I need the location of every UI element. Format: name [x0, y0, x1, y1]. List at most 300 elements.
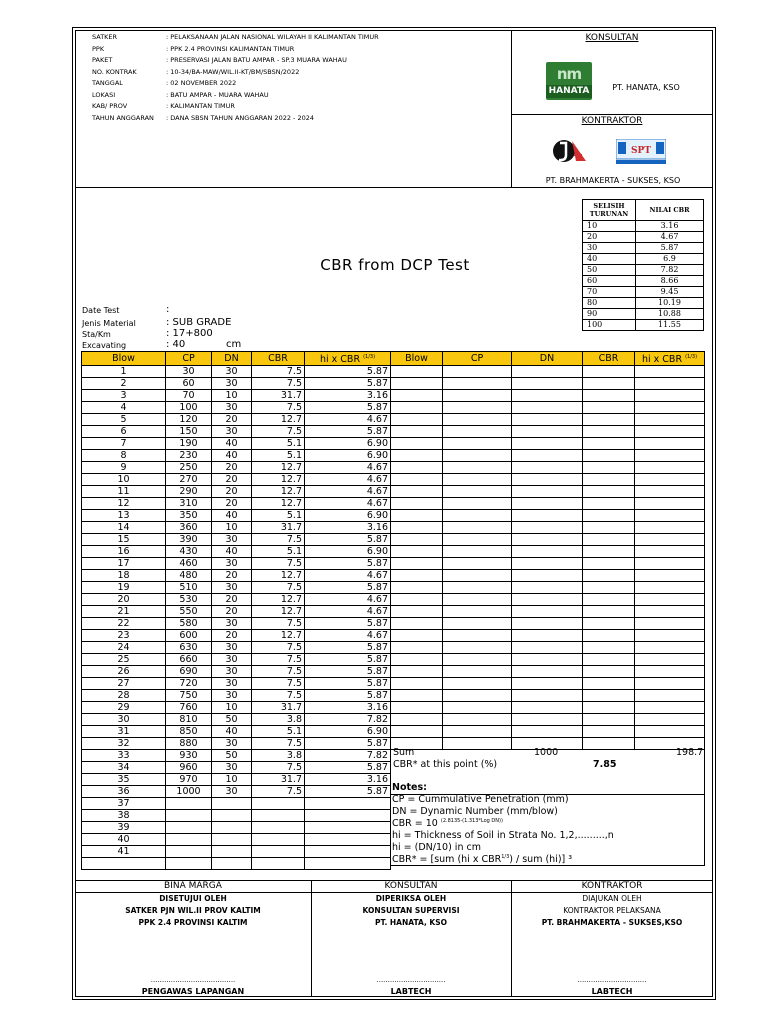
- cell-dn: 30: [212, 426, 252, 438]
- sum-cp: 1000: [534, 747, 559, 758]
- svg-text:SPT: SPT: [631, 146, 651, 156]
- cell-dn: 30: [212, 558, 252, 570]
- excavating: Excavating : 40 cm: [82, 339, 242, 350]
- cell-dn: 50: [212, 750, 252, 762]
- cell-empty: [391, 402, 443, 414]
- cell-blow: 14: [82, 522, 166, 534]
- cell-dn: [212, 810, 252, 822]
- header-cbr: CBR: [252, 352, 305, 366]
- cell-dn: [212, 834, 252, 846]
- konsultan-name: PT. HANATA, KSO: [612, 83, 680, 92]
- cell-cp: 930: [166, 750, 212, 762]
- cell-empty: [635, 474, 705, 486]
- lookup-selisih: 60: [583, 276, 636, 287]
- cell-cbr: 3.8: [252, 750, 305, 762]
- cell-blow: 31: [82, 726, 166, 738]
- cell-empty: [635, 498, 705, 510]
- cell-empty: [635, 666, 705, 678]
- cell-cp: 760: [166, 702, 212, 714]
- cell-empty: [443, 690, 512, 702]
- project-info-label: PAKET: [92, 56, 113, 64]
- cell-hi-cbr: 5.87: [305, 642, 391, 654]
- cell-empty: [443, 630, 512, 642]
- cell-hi-cbr: 5.87: [305, 618, 391, 630]
- cell-dn: 20: [212, 474, 252, 486]
- table-row: [82, 762, 391, 774]
- cell-empty: [512, 726, 583, 738]
- cell-empty: [635, 772, 705, 783]
- cell-empty: [391, 582, 443, 594]
- note-hi-dn: hi = (DN/10) in cm: [392, 842, 481, 853]
- table-row-empty: [391, 498, 705, 510]
- cell-cbr: [252, 846, 305, 858]
- lookup-nilai: 8.66: [636, 276, 704, 287]
- cell-empty: [512, 690, 583, 702]
- cell-hi-cbr: 4.67: [305, 606, 391, 618]
- cell-blow: 27: [82, 678, 166, 690]
- table-row-empty: [391, 783, 705, 795]
- cell-empty: [391, 570, 443, 582]
- lookup-nilai: 10.19: [636, 298, 704, 309]
- cell-hi-cbr: 6.90: [305, 510, 391, 522]
- cell-hi-cbr: 5.87: [305, 786, 391, 798]
- cell-cp: 970: [166, 774, 212, 786]
- table-row-empty: [391, 606, 705, 618]
- cbr-value: 7.85: [593, 759, 617, 770]
- table-row-empty: [391, 546, 705, 558]
- sum-hi: 198.7: [676, 747, 704, 758]
- cell-cbr: 7.5: [252, 378, 305, 390]
- table-row: [82, 798, 391, 810]
- cell-dn: 20: [212, 630, 252, 642]
- cell-empty: [635, 678, 705, 690]
- table-row-empty: [391, 486, 705, 498]
- cell-cbr: 5.1: [252, 450, 305, 462]
- note-hi: hi = Thickness of Soil in Strata No. 1,2,.........,n: [392, 830, 614, 841]
- cell-empty: [635, 390, 705, 402]
- cell-empty: [635, 402, 705, 414]
- cell-empty: [583, 714, 635, 726]
- cell-cp: 460: [166, 558, 212, 570]
- cell-empty: [512, 546, 583, 558]
- cell-empty: [443, 558, 512, 570]
- project-info-value: : PPK 2.4 PROVINSI KALIMANTAN TIMUR: [166, 44, 295, 53]
- cell-empty: [583, 558, 635, 570]
- note-cbr: CBR = 10 $^{(2.8135-(1.313*Log DN))}$: [392, 818, 503, 830]
- cell-empty: [391, 666, 443, 678]
- sign-line1: SATKER PJN WIL.II PROV KALTIM: [125, 906, 261, 915]
- cell-dn: 20: [212, 594, 252, 606]
- header-hi-cbr: hi x CBR $^{(1/3)}$: [305, 352, 391, 366]
- cell-blow: 36: [82, 786, 166, 798]
- table-row: [82, 642, 391, 654]
- cell-cp: 580: [166, 618, 212, 630]
- cell-hi-cbr: 5.87: [305, 426, 391, 438]
- cell-empty: [583, 690, 635, 702]
- cell-empty: [391, 474, 443, 486]
- table-row: [82, 834, 391, 846]
- cell-blow: 17: [82, 558, 166, 570]
- cell-empty: [583, 498, 635, 510]
- table-row-empty: [391, 462, 705, 474]
- cell-cp: 430: [166, 546, 212, 558]
- cell-empty: [512, 462, 583, 474]
- cell-dn: 40: [212, 450, 252, 462]
- cell-cbr: 12.7: [252, 474, 305, 486]
- cell-cp: 290: [166, 486, 212, 498]
- table-row: [82, 522, 391, 534]
- table-row: [82, 714, 391, 726]
- table-row: [82, 486, 391, 498]
- cell-hi-cbr: 4.67: [305, 414, 391, 426]
- project-info-label: NO. KONTRAK: [92, 67, 137, 76]
- header-cp: CP: [443, 352, 512, 366]
- cell-cbr: 7.5: [252, 738, 305, 750]
- header-hi-cbr: hi x CBR $^{(1/3)}$: [635, 352, 705, 366]
- project-info-value: : BATU AMPAR - MUARA WAHAU: [166, 90, 269, 99]
- cell-blow: 24: [82, 642, 166, 654]
- cell-empty: [443, 498, 512, 510]
- cbr-lookup-table: [582, 199, 704, 331]
- table-row: [82, 534, 391, 546]
- cell-blow: 22: [82, 618, 166, 630]
- cell-cp: 660: [166, 654, 212, 666]
- table-row-empty: [391, 390, 705, 402]
- cell-blow: 40: [82, 834, 166, 846]
- cell-empty: [512, 366, 583, 378]
- cell-hi-cbr: [305, 822, 391, 834]
- sign-line2: PPK 2.4 PROVINSI KALTIM: [138, 918, 248, 927]
- table-row: [82, 498, 391, 510]
- cell-hi-cbr: [305, 798, 391, 810]
- cell-empty: [635, 510, 705, 522]
- cell-cbr: 31.7: [252, 522, 305, 534]
- cell-cbr: 7.5: [252, 642, 305, 654]
- cell-empty: [443, 702, 512, 714]
- cell-empty: [391, 558, 443, 570]
- cell-cp: 750: [166, 690, 212, 702]
- table-row-empty: [391, 474, 705, 486]
- sign-dots: ......................................: [150, 976, 236, 984]
- table-row: [82, 726, 391, 738]
- cell-cp: 1000: [166, 786, 212, 798]
- cell-empty: [391, 534, 443, 546]
- cell-hi-cbr: 5.87: [305, 402, 391, 414]
- cell-empty: [391, 642, 443, 654]
- cell-empty: [583, 438, 635, 450]
- cell-dn: 40: [212, 546, 252, 558]
- cell-cp: 360: [166, 522, 212, 534]
- cell-blow: 11: [82, 486, 166, 498]
- cell-empty: [512, 474, 583, 486]
- note-cbr-star: CBR* = [sum (hi x $CBR^{1/3}$) / sum (hi)] ³: [392, 854, 573, 866]
- header-blow: Blow: [82, 352, 166, 366]
- header-dn: DN: [212, 352, 252, 366]
- cell-empty: [391, 414, 443, 426]
- sum-label: Sum: [393, 747, 415, 758]
- cell-dn: 10: [212, 702, 252, 714]
- table-row: [82, 654, 391, 666]
- table-row: [82, 846, 391, 858]
- table-row-empty: [391, 666, 705, 678]
- cell-empty: [583, 462, 635, 474]
- cell-empty: [635, 726, 705, 738]
- table-row-empty: [391, 714, 705, 726]
- cell-blow: 26: [82, 666, 166, 678]
- header-blow: Blow: [391, 352, 443, 366]
- cell-dn: 10: [212, 774, 252, 786]
- cell-dn: 20: [212, 498, 252, 510]
- cell-empty: [635, 438, 705, 450]
- lookup-header-nilai: NILAI CBR: [636, 200, 704, 221]
- cell-empty: [512, 426, 583, 438]
- lookup-row: [583, 298, 704, 309]
- cell-hi-cbr: 6.90: [305, 450, 391, 462]
- cell-empty: [391, 462, 443, 474]
- cell-empty: [443, 570, 512, 582]
- cell-empty: [583, 522, 635, 534]
- cell-dn: 30: [212, 654, 252, 666]
- cell-dn: 30: [212, 534, 252, 546]
- dcp-table-left: [81, 351, 391, 870]
- cell-dn: 30: [212, 786, 252, 798]
- cell-blow: 41: [82, 846, 166, 858]
- cell-blow: 5: [82, 414, 166, 426]
- cell-hi-cbr: [305, 834, 391, 846]
- cell-empty: [583, 390, 635, 402]
- table-row: [82, 786, 391, 798]
- table-row: [82, 570, 391, 582]
- table-row-empty: [391, 366, 705, 378]
- cell-hi-cbr: [305, 858, 391, 870]
- cell-hi-cbr: 5.87: [305, 666, 391, 678]
- cell-empty: [391, 606, 443, 618]
- lookup-row: [583, 221, 704, 232]
- cell-empty: [635, 702, 705, 714]
- cell-cbr: 12.7: [252, 606, 305, 618]
- cell-dn: 40: [212, 510, 252, 522]
- cell-empty: [443, 642, 512, 654]
- lookup-selisih: 80: [583, 298, 636, 309]
- cell-empty: [512, 618, 583, 630]
- cell-empty: [443, 738, 512, 750]
- cell-cp: 150: [166, 426, 212, 438]
- lookup-nilai: 3.16: [636, 221, 704, 232]
- cell-dn: 10: [212, 522, 252, 534]
- lookup-nilai: 9.45: [636, 287, 704, 298]
- cell-cp: 270: [166, 474, 212, 486]
- hanata-logo-mark: nm: [556, 65, 582, 83]
- cell-blow: 3: [82, 390, 166, 402]
- cell-empty: [443, 606, 512, 618]
- cell-cp: 550: [166, 606, 212, 618]
- project-info-value: : PELAKSANAAN JALAN NASIONAL WILAYAH II KALIMANTAN TIMUR: [166, 33, 379, 41]
- cell-hi-cbr: 7.82: [305, 714, 391, 726]
- cell-dn: [212, 822, 252, 834]
- table-row: [82, 594, 391, 606]
- cell-empty: [443, 522, 512, 534]
- cell-cbr: 31.7: [252, 390, 305, 402]
- cell-empty: [443, 534, 512, 546]
- note-cp: CP = Cummulative Penetration (mm): [392, 794, 569, 805]
- cell-cbr: 7.5: [252, 582, 305, 594]
- cell-empty: [583, 402, 635, 414]
- cell-empty: [583, 510, 635, 522]
- cell-empty: [512, 534, 583, 546]
- cell-empty: [583, 630, 635, 642]
- cell-blow: 23: [82, 630, 166, 642]
- cell-blow: 30: [82, 714, 166, 726]
- cell-empty: [583, 570, 635, 582]
- table-row-empty: [391, 570, 705, 582]
- cell-dn: 30: [212, 762, 252, 774]
- konsultan-title: KONSULTAN: [585, 33, 639, 43]
- cell-empty: [583, 450, 635, 462]
- cell-cbr: 12.7: [252, 594, 305, 606]
- cell-cbr: 7.5: [252, 426, 305, 438]
- cell-empty: [391, 522, 443, 534]
- lookup-nilai: 7.82: [636, 265, 704, 276]
- table-row-empty: [391, 618, 705, 630]
- lookup-nilai: 11.55: [636, 320, 704, 331]
- cell-cp: 810: [166, 714, 212, 726]
- cell-empty: [512, 438, 583, 450]
- cell-blow: 12: [82, 498, 166, 510]
- cell-dn: 40: [212, 438, 252, 450]
- cell-blow: 28: [82, 690, 166, 702]
- cell-empty: [443, 726, 512, 738]
- project-info-value: : DANA SBSN TAHUN ANGGARAN 2022 - 2024: [166, 113, 314, 122]
- sign-name: PENGAWAS LAPANGAN: [141, 987, 245, 996]
- lookup-row: [583, 320, 704, 331]
- cell-dn: 30: [212, 366, 252, 378]
- cell-cp: 60: [166, 378, 212, 390]
- cell-cbr: 5.1: [252, 546, 305, 558]
- cell-empty: [443, 426, 512, 438]
- cell-empty: [391, 702, 443, 714]
- cell-dn: 30: [212, 738, 252, 750]
- lookup-selisih: 100: [583, 320, 636, 331]
- cell-empty: [512, 378, 583, 390]
- cell-hi-cbr: 4.67: [305, 594, 391, 606]
- cell-dn: 30: [212, 642, 252, 654]
- cell-empty: [635, 570, 705, 582]
- cell-cbr: 12.7: [252, 498, 305, 510]
- ja-logo: [552, 137, 592, 165]
- cell-empty: [635, 690, 705, 702]
- cell-empty: [635, 594, 705, 606]
- lookup-nilai: 10.88: [636, 309, 704, 320]
- cell-empty: [512, 450, 583, 462]
- cell-empty: [635, 654, 705, 666]
- project-info-value: : PRESERVASI JALAN BATU AMPAR - SP.3 MUARA WAHAU: [166, 56, 347, 64]
- cell-cp: 510: [166, 582, 212, 594]
- cell-hi-cbr: 6.90: [305, 438, 391, 450]
- jenis-material: Jenis Material : SUB GRADE: [82, 317, 232, 328]
- lookup-selisih: 90: [583, 309, 636, 320]
- table-row-empty: [391, 654, 705, 666]
- cell-empty: [391, 486, 443, 498]
- cell-blow: 6: [82, 426, 166, 438]
- cell-hi-cbr: 5.87: [305, 534, 391, 546]
- cell-blow: 29: [82, 702, 166, 714]
- header-bottom-line: [75, 187, 713, 188]
- cell-empty: [443, 414, 512, 426]
- sign-org: KONTRAKTOR: [581, 881, 643, 891]
- project-info-value: : 10-34/BA-MAW/WIL.II-KT/BM/SBSN/2022: [166, 67, 300, 76]
- lookup-selisih: 70: [583, 287, 636, 298]
- cell-empty: [583, 534, 635, 546]
- lookup-selisih: 30: [583, 243, 636, 254]
- cell-dn: 40: [212, 726, 252, 738]
- cell-empty: [583, 772, 635, 783]
- cell-blow: 20: [82, 594, 166, 606]
- lookup-row: [583, 287, 704, 298]
- table-row: [82, 510, 391, 522]
- cell-blow: 15: [82, 534, 166, 546]
- cell-cbr: 7.5: [252, 690, 305, 702]
- cell-hi-cbr: [305, 810, 391, 822]
- cell-cbr: 7.5: [252, 654, 305, 666]
- lookup-nilai: 6.9: [636, 254, 704, 265]
- cell-cbr: 5.1: [252, 726, 305, 738]
- cell-blow: 1: [82, 366, 166, 378]
- cell-blow: 21: [82, 606, 166, 618]
- lookup-nilai: 4.67: [636, 232, 704, 243]
- cell-empty: [443, 474, 512, 486]
- cell-blow: 38: [82, 810, 166, 822]
- kontraktor-title: KONTRAKTOR: [581, 116, 643, 126]
- table-row-empty: [391, 558, 705, 570]
- cell-empty: [635, 534, 705, 546]
- cell-empty: [583, 666, 635, 678]
- cell-cp: 190: [166, 438, 212, 450]
- cell-dn: [212, 858, 252, 870]
- cell-empty: [583, 582, 635, 594]
- table-row-empty: [391, 510, 705, 522]
- cell-empty: [512, 702, 583, 714]
- cell-hi-cbr: 6.90: [305, 726, 391, 738]
- cell-empty: [391, 378, 443, 390]
- cell-cp: 250: [166, 462, 212, 474]
- cell-cp: 310: [166, 498, 212, 510]
- dcp-table-right: [390, 351, 705, 866]
- cell-empty: [512, 558, 583, 570]
- cell-empty: [583, 378, 635, 390]
- header-cbr: CBR: [583, 352, 635, 366]
- cell-empty: [635, 378, 705, 390]
- cell-hi-cbr: 3.16: [305, 702, 391, 714]
- cell-empty: [583, 618, 635, 630]
- cell-cbr: 3.8: [252, 714, 305, 726]
- cell-blow: 18: [82, 570, 166, 582]
- cell-cp: 100: [166, 402, 212, 414]
- cell-empty: [635, 486, 705, 498]
- cell-cbr: 7.5: [252, 558, 305, 570]
- table-row: [82, 450, 391, 462]
- cell-empty: [443, 402, 512, 414]
- lookup-selisih: 10: [583, 221, 636, 232]
- cell-empty: [391, 678, 443, 690]
- cell-dn: 10: [212, 390, 252, 402]
- cell-dn: 20: [212, 606, 252, 618]
- lookup-selisih: 20: [583, 232, 636, 243]
- cell-hi-cbr: 4.67: [305, 498, 391, 510]
- lookup-row: [583, 232, 704, 243]
- cell-empty: [512, 714, 583, 726]
- cell-hi-cbr: [305, 846, 391, 858]
- project-info-label: KAB/ PROV: [92, 102, 128, 110]
